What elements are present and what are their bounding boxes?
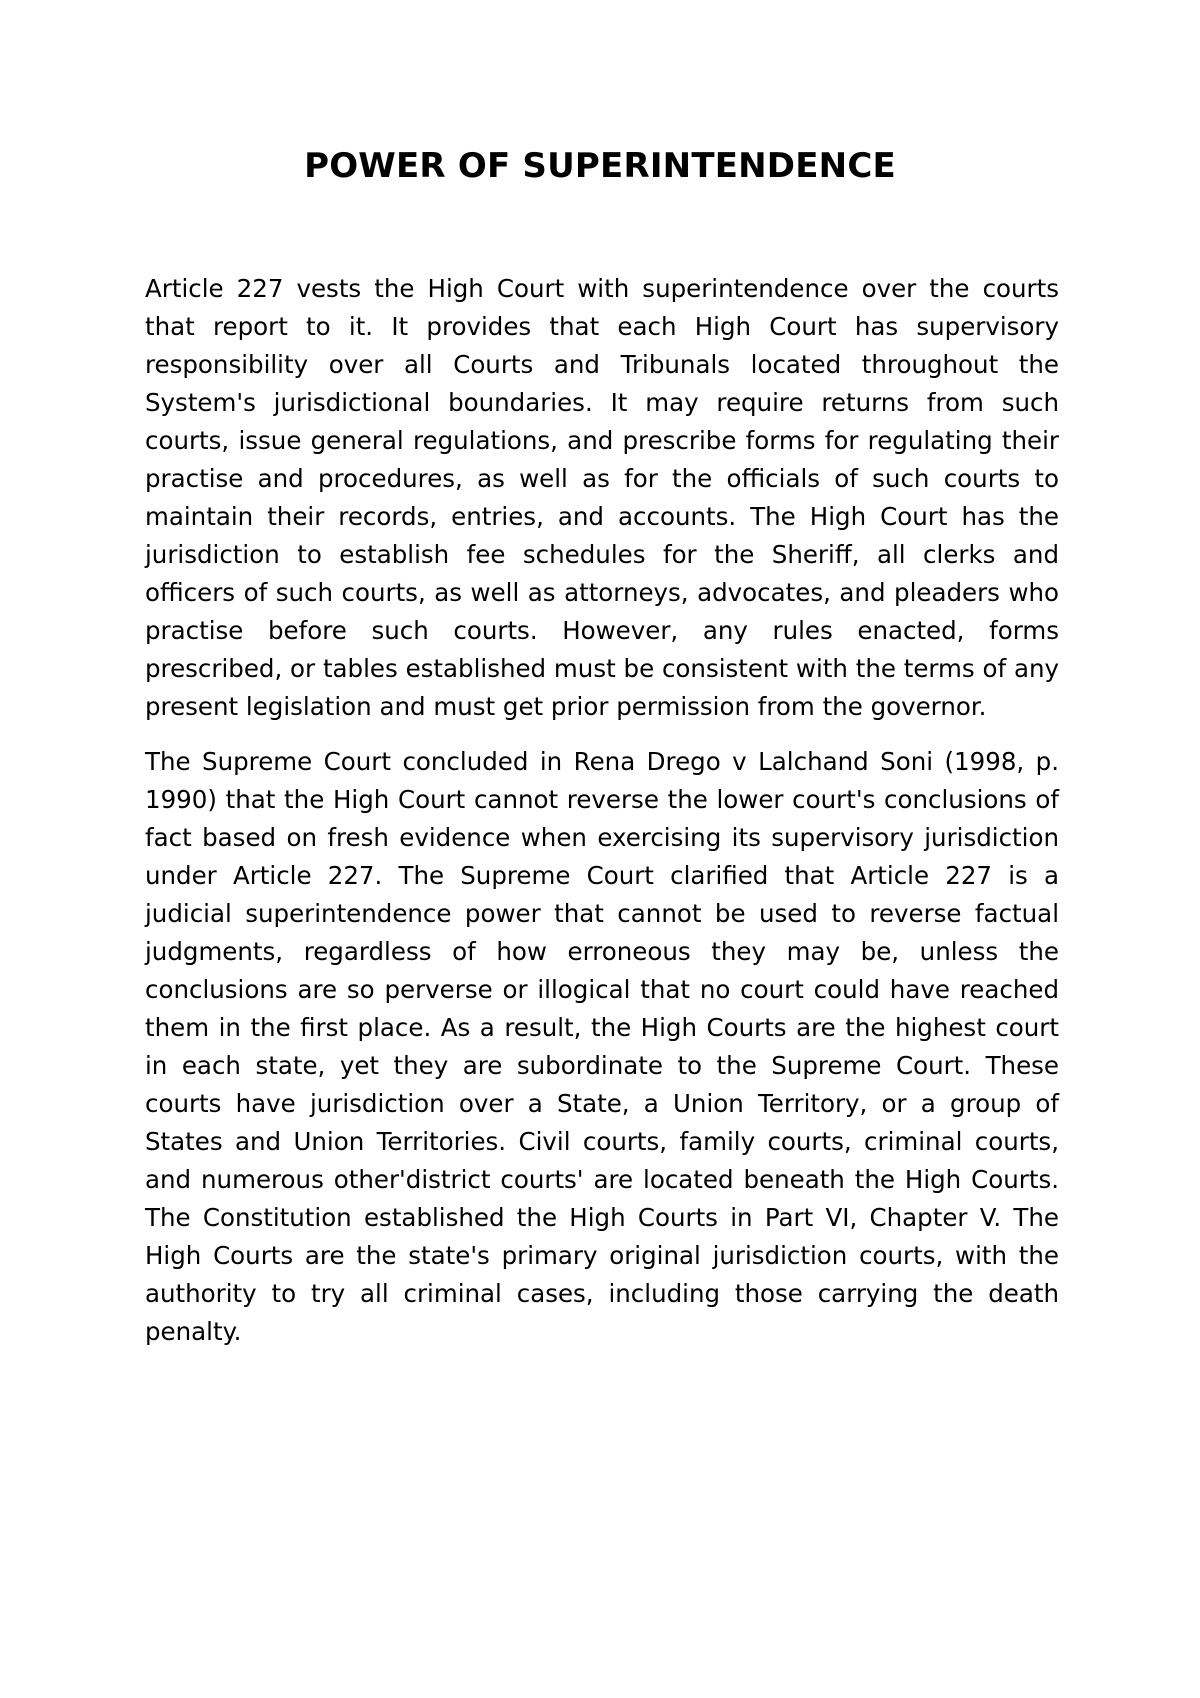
paragraph-supreme-court: The Supreme Court concluded in Rena Drego v Lalchand Soni (1998, p. 1990) that the High Court cannot reverse the lower court's conclusions of fact based on fresh evidence when exercising its supervisory jurisdiction under Article 227. The Supreme Court clarified that Article 227 is a judicial superintendence power that cannot be used to reverse factual judgments, regardless of how erroneous they may be, unless the conclusions are so perverse or illogical that no court could have reached them in the first place. As a result, the High Courts are the highest court in each state, yet they are subordinate to the Supreme Court. These courts have jurisdiction over a State, a Union Territory, or a group of States and Union Territories. Civil courts, family courts, criminal courts, and numerous other'district courts' are located beneath the High Courts. The Constitution established the High Courts in Part VI, Chapter V. The High Courts are the state's primary original jurisdiction courts, with the authority to try all criminal cases, including those carrying the death penalty. — [145, 747, 1059, 1346]
paragraph-article-227: Article 227 vests the High Court with superintendence over the courts that report to it. It provides that each High Court has supervisory responsibility over all Courts and Tribunals located throughout the System's jurisdictional boundaries. It may require returns from such courts, issue general regulations, and prescribe forms for regulating their practise and procedures, as well as for the officials of such courts to maintain their records, entries, and accounts. The High Court has the jurisdiction to establish fee schedules for the Sheriff, all clerks and officers of such courts, as well as attorneys, advocates, and pleaders who practise before such courts. However, any rules enacted, forms prescribed, or tables established must be consistent with the terms of any present legislation and must get prior permission from the governor. — [145, 274, 1059, 721]
page-title: POWER OF SUPERINTENDENCE — [304, 146, 896, 186]
document-body — [145, 270, 1059, 1368]
